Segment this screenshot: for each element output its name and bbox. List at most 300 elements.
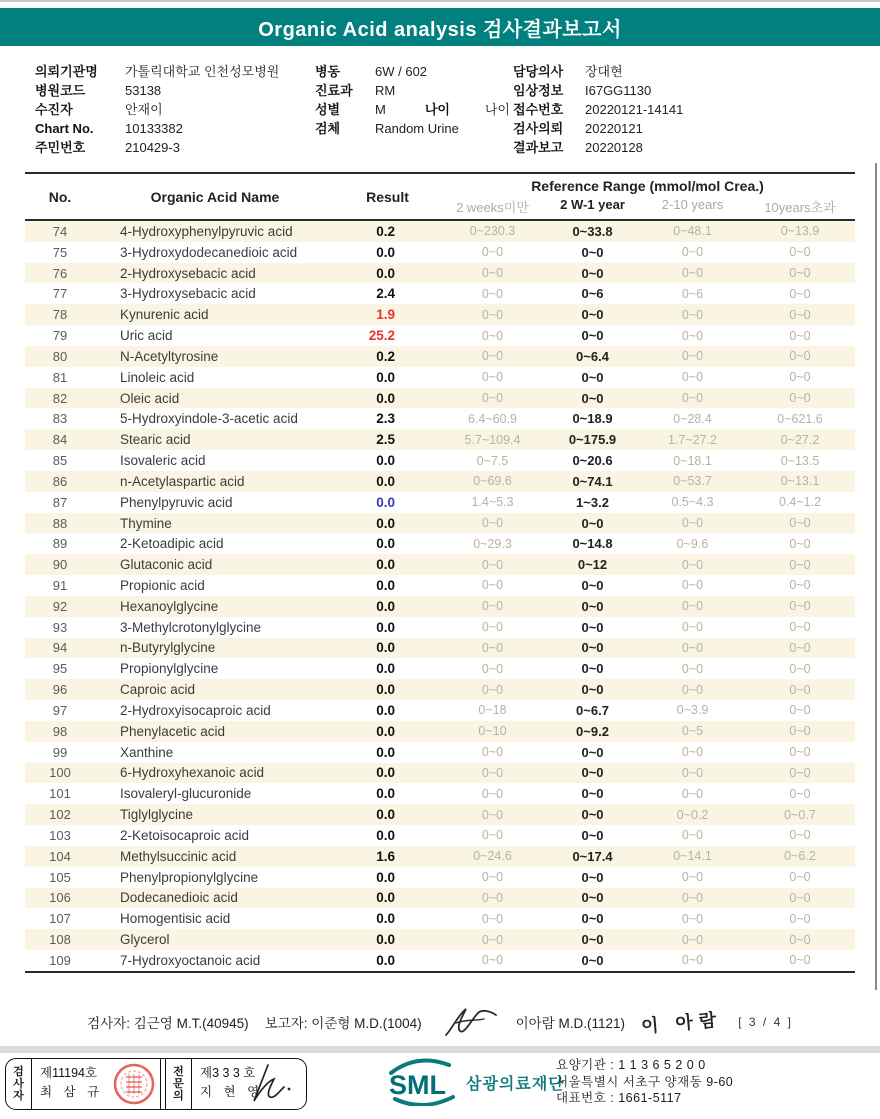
- table-row: [25, 950, 855, 971]
- ref-2-10years: 0~0: [681, 578, 704, 593]
- table-row: [25, 929, 855, 950]
- ref-2weeks: 0~29.3: [473, 536, 512, 551]
- acid-name: Methylsuccinic acid: [120, 848, 237, 864]
- info-row: [35, 119, 310, 138]
- ref-2weeks: 0~0: [481, 828, 504, 843]
- ref-2w-1year: 0~9.2: [576, 723, 609, 739]
- info-label: 나이: [424, 102, 450, 117]
- row-no: 95: [52, 661, 68, 677]
- sml-logo-icon: [383, 1058, 459, 1106]
- ref-10years: 0~6.2: [784, 849, 816, 864]
- ref-2weeks: 0~0: [481, 911, 504, 926]
- ref-2w-1year: 0~0: [581, 827, 604, 843]
- table-row: [25, 888, 855, 909]
- ref-2weeks: 0~0: [481, 370, 504, 385]
- ref-2weeks: 0~0: [481, 661, 504, 676]
- ref-2weeks: 0~0: [481, 870, 504, 885]
- result-value: 0.0: [376, 598, 395, 614]
- acid-name: 3-Hydroxydodecanedioic acid: [120, 244, 298, 260]
- ref-2weeks: 5.7~109.4: [464, 432, 521, 447]
- ref-2weeks: 0~0: [481, 682, 504, 697]
- acid-name: n-Acetylaspartic acid: [120, 473, 245, 489]
- table-row: [25, 700, 855, 721]
- info-label: 병동: [315, 64, 341, 79]
- handwritten-signature: 이 아람: [640, 1009, 724, 1037]
- patient-info-column-3: [513, 62, 803, 157]
- ref-2-10years: 0~53.7: [673, 474, 712, 489]
- ref-2-10years: 0~0: [681, 599, 704, 614]
- ref-2w-1year: 0~0: [581, 265, 604, 281]
- acid-name: 2-Ketoadipic acid: [120, 536, 224, 552]
- table-row: [25, 325, 855, 346]
- info-value: 20220121: [585, 121, 643, 136]
- info-value: M: [375, 102, 386, 117]
- right-page-rule: [875, 163, 877, 990]
- result-value: 0.0: [376, 390, 395, 406]
- info-row: [513, 119, 803, 138]
- ref-10years: 0~0: [789, 745, 811, 760]
- result-value: 0.0: [376, 890, 395, 906]
- row-no: 107: [49, 911, 71, 927]
- ref-2weeks: 0~0: [481, 765, 504, 780]
- ref-2weeks: 0~0: [481, 807, 504, 822]
- ref-2w-1year: 0~0: [581, 244, 604, 260]
- ref-2weeks: 0~0: [481, 286, 504, 301]
- table-row: [25, 554, 855, 575]
- ref-10years: 0~0: [789, 599, 811, 614]
- result-value: 0.0: [376, 640, 395, 656]
- ref-col-2weeks: 2 weeks미만: [456, 200, 529, 215]
- ref-2-10years: 0~0: [681, 557, 704, 572]
- acid-name: Caproic acid: [120, 682, 196, 698]
- ref-10years: 0~0: [789, 620, 811, 635]
- acid-name: 6-Hydroxyhexanoic acid: [120, 765, 265, 781]
- specialist-name: 지 현 영: [200, 1085, 264, 1099]
- ref-10years: 0.4~1.2: [778, 495, 822, 510]
- info-label: Chart No.: [35, 121, 94, 136]
- row-no: 81: [52, 369, 68, 385]
- ref-2-10years: 0~18.1: [673, 453, 712, 468]
- ref-10years: 0~0: [789, 786, 811, 801]
- table-row: [25, 367, 855, 388]
- acid-name: Linoleic acid: [120, 369, 195, 385]
- info-row: [35, 81, 310, 100]
- ref-2w-1year: 0~175.9: [568, 432, 617, 448]
- acid-name: Phenylpyruvic acid: [120, 494, 233, 510]
- ref-2w-1year: 0~74.1: [572, 473, 613, 489]
- sml-logo-block: [383, 1058, 565, 1106]
- row-no: 108: [49, 932, 71, 948]
- ref-2-10years: 0~3.9: [676, 703, 709, 718]
- row-no: 87: [52, 494, 68, 510]
- row-no: 102: [49, 807, 71, 823]
- row-no: 98: [52, 723, 68, 739]
- ref-2-10years: 0~0: [681, 828, 704, 843]
- info-row: [35, 62, 310, 81]
- examiner-role-label: 검사자: [6, 1059, 32, 1109]
- result-value: 0.0: [376, 265, 395, 281]
- row-no: 89: [52, 536, 68, 552]
- table-row: [25, 846, 855, 867]
- result-value: 0.0: [376, 911, 395, 927]
- examiner-name: 최 삼 규: [40, 1085, 104, 1099]
- ref-2-10years: 0~0: [681, 932, 704, 947]
- examiner-text: 검사자: 김근영 M.T.(40945): [87, 1016, 249, 1031]
- ref-2w-1year: 0~0: [581, 598, 604, 614]
- result-value: 1.6: [376, 848, 395, 864]
- ref-2w-1year: 1~3.2: [576, 494, 609, 510]
- row-no: 93: [52, 619, 68, 635]
- signature-line: [0, 1000, 880, 1044]
- ref-2w-1year: 0~6: [581, 286, 604, 302]
- column-header-name: Organic Acid Name: [150, 188, 280, 205]
- ref-2weeks: 1.4~5.3: [471, 495, 514, 510]
- result-value: 0.0: [376, 702, 395, 718]
- result-value: 0.0: [376, 869, 395, 885]
- table-row: [25, 263, 855, 284]
- table-row: [25, 804, 855, 825]
- result-value: 0.0: [376, 619, 395, 635]
- result-value: 1.9: [376, 307, 395, 323]
- ref-2w-1year: 0~33.8: [572, 223, 613, 239]
- result-value: 0.0: [376, 369, 395, 385]
- table-header: [25, 172, 855, 221]
- info-value: 10133382: [125, 121, 183, 136]
- ref-10years: 0~0: [789, 578, 811, 593]
- ref-2w-1year: 0~14.8: [572, 536, 613, 552]
- acid-name: 2-Ketoisocaproic acid: [120, 827, 250, 843]
- row-no: 94: [52, 640, 68, 656]
- row-no: 88: [52, 515, 68, 531]
- ref-2-10years: 0~0: [681, 786, 704, 801]
- ref-2w-1year: 0~0: [581, 515, 604, 531]
- ref-2-10years: 0.5~4.3: [671, 495, 714, 510]
- ref-2weeks: 0~69.6: [473, 474, 512, 489]
- table-row: [25, 429, 855, 450]
- ref-2w-1year: 0~0: [581, 369, 604, 385]
- ref-2-10years: 0~0: [681, 516, 704, 530]
- info-value: 안재이: [125, 102, 163, 117]
- bottom-divider-band: [0, 1046, 880, 1053]
- table-row: [25, 533, 855, 554]
- ref-2weeks: 0~0: [481, 349, 504, 364]
- ref-10years: 0~0: [789, 307, 811, 322]
- top-divider: [0, 0, 880, 2]
- result-value: 0.0: [376, 536, 395, 552]
- info-row: [315, 62, 510, 81]
- org-name: 삼광의료재단: [466, 1075, 565, 1093]
- acid-name: Uric acid: [120, 328, 173, 344]
- ref-10years: 0~0: [789, 724, 811, 739]
- ref-10years: 0~0: [789, 536, 811, 551]
- ref-col-10years: 10years초과: [764, 200, 836, 215]
- result-value: 0.2: [376, 348, 395, 364]
- result-value: 0.0: [376, 723, 395, 739]
- ref-10years: 0~0: [789, 557, 811, 572]
- ref-2weeks: 0~0: [481, 307, 504, 322]
- info-label: 의뢰기관명: [35, 64, 98, 79]
- specialist-license-no: 제3 3 3 호: [200, 1066, 256, 1080]
- info-value: 20220128: [585, 140, 643, 155]
- ref-2weeks: 0~24.6: [473, 849, 512, 864]
- ref-2-10years: 0~28.4: [673, 411, 712, 426]
- table-row: [25, 867, 855, 888]
- ref-2w-1year: 0~0: [581, 932, 604, 948]
- ref-10years: 0~0: [789, 266, 811, 281]
- table-row: [25, 658, 855, 679]
- specialist-role-label: 전문의: [166, 1059, 192, 1109]
- row-no: 106: [49, 890, 71, 906]
- ref-10years: 0~0: [789, 391, 811, 406]
- ref-2w-1year: 0~0: [581, 765, 604, 781]
- row-no: 91: [52, 577, 68, 593]
- org-address: 서울특별시 서초구 양재동 9-60: [556, 1074, 734, 1089]
- row-no: 105: [49, 869, 71, 885]
- acid-name: n-Butyrylglycine: [120, 640, 216, 656]
- ref-10years: 0~0: [789, 245, 811, 260]
- info-row: [315, 81, 510, 100]
- org-provider-no: 요양기관 : 1 1 3 6 5 2 0 0: [556, 1058, 706, 1072]
- ref-2w-1year: 0~12: [577, 557, 608, 573]
- info-row: [35, 100, 310, 119]
- table-row: [25, 471, 855, 492]
- column-header-no: No.: [48, 188, 72, 205]
- ref-10years: 0~0: [789, 870, 811, 885]
- ref-2weeks: 0~0: [481, 266, 504, 281]
- ref-2w-1year: 0~0: [581, 390, 604, 406]
- table-row: [25, 763, 855, 784]
- ref-10years: 0~27.2: [780, 432, 820, 447]
- acid-name: Propionylglycine: [120, 661, 219, 677]
- ref-2w-1year: 0~0: [581, 640, 604, 656]
- table-row: [25, 513, 855, 534]
- row-no: 92: [52, 598, 68, 614]
- acid-name: Stearic acid: [120, 432, 191, 448]
- ref-col-2w-1year: 2 W-1 year: [560, 197, 625, 212]
- acid-name: 3-Methylcrotonylglycine: [120, 619, 262, 635]
- row-no: 79: [52, 328, 68, 344]
- row-no: 100: [49, 765, 71, 781]
- result-value: 0.0: [376, 827, 395, 843]
- result-value: 0.0: [376, 744, 395, 760]
- table-row: [25, 596, 855, 617]
- result-value: 2.3: [376, 411, 395, 427]
- result-value: 0.0: [376, 952, 395, 968]
- ref-2weeks: 0~0: [481, 890, 504, 905]
- ref-10years: 0~0: [789, 828, 811, 843]
- table-bottom-rule: [25, 971, 855, 973]
- info-value: 210429-3: [125, 140, 180, 155]
- row-no: 82: [52, 390, 68, 406]
- ref-2weeks: 0~0: [481, 786, 504, 801]
- acid-name: Oleic acid: [120, 390, 180, 406]
- ref-2w-1year: 0~17.4: [572, 848, 613, 864]
- acid-name: Glutaconic acid: [120, 557, 213, 573]
- ref-2w-1year: 0~0: [581, 890, 604, 906]
- info-row: [35, 138, 310, 157]
- info-value: 53138: [125, 83, 162, 98]
- ref-10years: 0~0: [789, 682, 811, 697]
- info-row: [513, 100, 803, 119]
- table-row: [25, 304, 855, 325]
- ref-10years: 0~0: [789, 349, 811, 364]
- ref-10years: 0~0: [789, 286, 811, 301]
- info-value: 6W / 602: [375, 64, 428, 79]
- ref-2weeks: 0~230.3: [469, 224, 516, 239]
- ref-2weeks: 0~7.5: [476, 453, 509, 468]
- ref-2-10years: 0~0: [681, 328, 704, 343]
- ref-2-10years: 0~0: [681, 765, 704, 780]
- acid-name: Glycerol: [120, 932, 170, 948]
- ref-2weeks: 0~0: [481, 516, 504, 530]
- acid-name: 3-Hydroxysebacic acid: [120, 286, 256, 302]
- org-phone: 대표번호 : 1661-5117: [556, 1091, 682, 1105]
- result-value: 0.0: [376, 786, 395, 802]
- ref-2w-1year: 0~0: [581, 744, 604, 760]
- patient-info-column-2: [315, 62, 510, 138]
- result-value: 0.0: [376, 515, 395, 531]
- ref-10years: 0~13.5: [780, 453, 820, 468]
- info-row: [315, 119, 510, 138]
- info-value: RM: [375, 83, 396, 98]
- info-row: [513, 81, 803, 100]
- info-label: 검사의뢰: [513, 121, 564, 136]
- table-row: [25, 575, 855, 596]
- ref-10years: 0~0: [789, 640, 811, 655]
- info-row: [513, 138, 803, 157]
- acid-name: Kynurenic acid: [120, 307, 209, 323]
- info-label: 수진자: [35, 102, 73, 117]
- ref-2-10years: 0~0: [681, 682, 704, 697]
- info-value: 20220121-14141: [585, 102, 684, 117]
- ref-2w-1year: 0~20.6: [572, 453, 613, 469]
- info-label: 주민번호: [35, 140, 86, 155]
- ref-10years: 0~0: [789, 890, 811, 905]
- ref-2w-1year: 0~0: [581, 786, 604, 802]
- row-no: 84: [52, 432, 68, 448]
- result-value: 0.0: [376, 244, 395, 260]
- ref-2w-1year: 0~0: [581, 952, 604, 968]
- table-row: [25, 388, 855, 409]
- row-no: 101: [49, 786, 71, 802]
- row-no: 75: [52, 244, 68, 260]
- ref-2weeks: 0~18: [478, 703, 507, 718]
- result-value: 0.0: [376, 473, 395, 489]
- ref-2weeks: 0~0: [481, 391, 504, 406]
- reference-range-subheaders: [440, 197, 855, 219]
- table-row: [25, 679, 855, 700]
- result-value: 0.0: [376, 577, 395, 593]
- reporter-text: 보고자: 이준형 M.D.(1004): [264, 1016, 422, 1031]
- ref-2-10years: 0~0: [681, 911, 704, 926]
- acid-name: N-Acetyltyrosine: [120, 348, 219, 364]
- result-value: 0.0: [376, 494, 395, 510]
- info-row: [315, 100, 510, 119]
- ref-2-10years: 0~0: [681, 620, 704, 635]
- ref-10years: 0~0: [789, 370, 811, 385]
- row-no: 99: [52, 744, 68, 760]
- ref-10years: 0~0: [789, 765, 811, 780]
- result-value: 0.0: [376, 557, 395, 573]
- ref-2-10years: 0~0: [681, 266, 704, 281]
- ref-2w-1year: 0~0: [581, 307, 604, 323]
- ref-2weeks: 0~0: [481, 599, 504, 614]
- ref-2weeks: 0~0: [481, 557, 504, 572]
- row-no: 77: [52, 286, 68, 302]
- table-row: [25, 492, 855, 513]
- ref-10years: 0~0: [789, 516, 811, 530]
- acid-name: Thymine: [120, 515, 172, 531]
- acid-name: Propionic acid: [120, 577, 205, 593]
- ref-2w-1year: 0~0: [581, 869, 604, 885]
- info-label: 성별: [315, 102, 341, 117]
- table-row: [25, 221, 855, 242]
- acid-name: Isovaleric acid: [120, 453, 206, 469]
- result-value: 0.0: [376, 453, 395, 469]
- ref-2w-1year: 0~0: [581, 661, 604, 677]
- acid-name: 7-Hydroxyoctanoic acid: [120, 952, 261, 968]
- ref-2w-1year: 0~6.4: [576, 348, 609, 364]
- info-label: 담당의사: [513, 64, 564, 79]
- acid-name: Homogentisic acid: [120, 911, 231, 927]
- ref-2w-1year: 0~0: [581, 328, 604, 344]
- acid-name: Xanthine: [120, 744, 174, 760]
- info-value: Random Urine: [375, 121, 459, 136]
- row-no: 80: [52, 348, 68, 364]
- result-value: 0.0: [376, 765, 395, 781]
- row-no: 103: [49, 827, 71, 843]
- ref-2-10years: 0~0: [681, 370, 704, 385]
- info-label: 검체: [315, 121, 341, 136]
- ref-10years: 0~0: [789, 953, 811, 968]
- ref-2-10years: 0~9.6: [676, 536, 709, 551]
- ref-10years: 0~0: [789, 328, 811, 343]
- ref-2-10years: 0~14.1: [673, 849, 712, 864]
- ref-2weeks: 0~0: [481, 640, 504, 655]
- row-no: 96: [52, 682, 68, 698]
- results-table: [25, 172, 855, 973]
- ref-10years: 0~13.9: [780, 224, 820, 239]
- row-no: 90: [52, 557, 68, 573]
- report-title-bar: [0, 8, 880, 46]
- patient-info-column-1: [35, 62, 310, 157]
- result-value: 2.5: [376, 432, 395, 448]
- table-row: [25, 783, 855, 804]
- info-value: 장대현: [585, 64, 623, 79]
- acid-name: 2-Hydroxyisocaproic acid: [120, 702, 271, 718]
- ref-10years: 0~0: [789, 911, 811, 926]
- ref-2w-1year: 0~0: [581, 619, 604, 635]
- table-row: [25, 617, 855, 638]
- ref-10years: 0~0: [789, 661, 811, 676]
- specialist-signature-icon: [248, 1061, 296, 1107]
- table-row: [25, 721, 855, 742]
- ref-10years: 0~0.7: [784, 807, 816, 822]
- ref-2weeks: 0~0: [481, 578, 504, 593]
- table-body: [25, 221, 855, 971]
- org-address-block: [556, 1057, 733, 1107]
- reference-range-header-group: [440, 174, 855, 219]
- ref-10years: 0~621.6: [777, 411, 823, 426]
- table-row: [25, 825, 855, 846]
- page-number: [ 3 / 4 ]: [738, 1015, 793, 1029]
- ref-2w-1year: 0~0: [581, 807, 604, 823]
- acid-name: 4-Hydroxyphenylpyruvic acid: [120, 223, 293, 239]
- acid-name: 5-Hydroxyindole-3-acetic acid: [120, 411, 298, 427]
- ref-2-10years: 0~0: [681, 391, 704, 406]
- table-row: [25, 638, 855, 659]
- ref-2-10years: 0~0: [681, 640, 704, 655]
